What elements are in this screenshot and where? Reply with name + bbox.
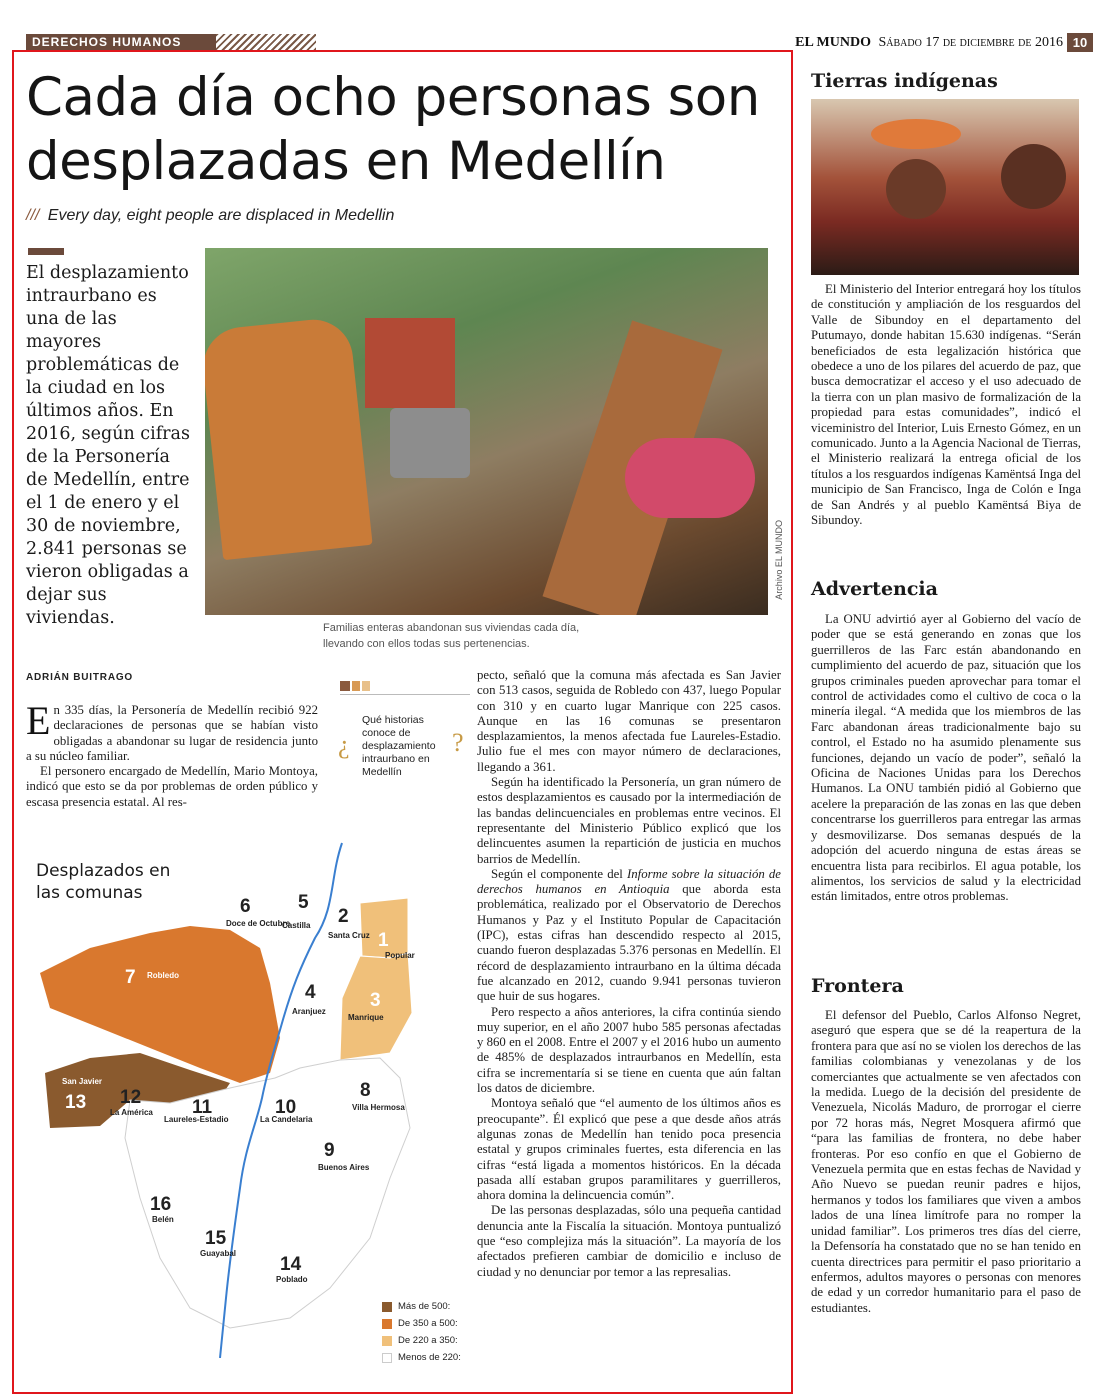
map-title-line-2: las comunas — [36, 883, 143, 903]
comuna-name-2: Santa Cruz — [328, 931, 370, 940]
sidebar-text-tierras: El Ministerio del Interior entregará hoy los títulos de constitución y ampliación de los resguardos del Valle de Sibundoy en el departamento del Putumayo, donde habitan 15.630 indígenas. “Serán beneficiados de esta legalización histórica que obedece a uno de los pilares del acuerdo de paz, que busca democratizar el acceso y el uso adecuado de la tierra con un plan masivo de formalización de la propiedad para estas comunidades”, indicó el viceministro del Interior, Luis Ernesto Gómez, en un comunicado. Junto a la Agencia Nacional de Tierras, el Ministerio realizará la entrega oficial de los títulos a los resguardos indígenas Kamëntsá Inga del municipio de San Francisco, Inga de Colón e Inga de San Andrés y al pueblo Kamëntsá Biya de Sibundoy. — [811, 282, 1081, 528]
comuna-number-13: 13 — [65, 1092, 87, 1113]
paper-name: EL MUNDO — [795, 35, 871, 50]
comuna-number-7: 7 — [125, 967, 136, 988]
comuna-number-8: 8 — [360, 1080, 371, 1101]
comuna-name-10: La Candelaria — [260, 1115, 313, 1124]
article-photo — [205, 248, 768, 615]
question-box-rule — [340, 694, 470, 695]
lead-paragraph: El desplazamiento intraurbano es una de las mayores problemáticas de la ciudad en los últimos años. En 2016, según cifras de la Personería de Medellín, entre el 1 de enero y el 30 de noviembre, 2.841 personas se vieron obligadas a dejar sus viviendas. — [26, 263, 190, 628]
paragraph: De las personas desplazadas, sólo una pequeña cantidad denuncia ante la Fiscalía la situación. Montoya puntualizó que “eso complejiza más la situación”. La mayoría de los afectados prefieren cambiar de domicilio e incluso de ciudad y no denunciar por temor a las represalias. — [477, 1203, 781, 1279]
legend-row: De 220 a 350: — [382, 1332, 461, 1349]
article-column-1 — [26, 698, 318, 810]
comuna-number-12: 12 — [120, 1087, 142, 1108]
legend-swatch — [382, 1353, 392, 1363]
comuna-number-1: 1 — [378, 930, 389, 951]
map-title-line-1: Desplazados en — [36, 861, 171, 881]
comuna-number-15: 15 — [205, 1228, 227, 1249]
legend-row: Más de 500: — [382, 1298, 461, 1315]
question-box-icon — [340, 681, 370, 691]
masthead — [795, 35, 1063, 51]
map-legend — [382, 1298, 461, 1366]
comuna-number-5: 5 — [298, 892, 309, 913]
comuna-number-9: 9 — [324, 1140, 335, 1161]
sidebar-heading-advertencia: Advertencia — [811, 578, 938, 600]
sidebar-text-advertencia: La ONU advirtió ayer al Gobierno del vacío de poder que se está generando en zonas que los guerrilleros de las Farc están abandonando en cumplimiento del acuerdo de paz, situación que los grupos criminales pueden aprovechar para tomar el control de actividades como el cultivo de coca o la minería ilegal. “A medida que los miembros de las Farc abandonan áreas tradicionalmente bajo su control, el Estado no ha asumido plenamente sus funciones, dejando un vacío de poder”, señaló la Oficina de Naciones Unidas para los Derechos Humanos. La ONU también pidió al Gobierno que acelere la preparación de las zonas en las que deben concentrarse los guerrilleros para entregar las armas y desmovilizarse. Dos semanas después de la adopción del acuerdo ninguna de estas áreas se encuentra lista para recibirlos. El agua potable, los alimentos, los servicios de salud y la electricidad están limitados, entre otros problemas. — [811, 612, 1081, 904]
comuna-name-4: Aranjuez — [292, 1007, 326, 1016]
comuna-name-3: Manrique — [348, 1013, 384, 1022]
paragraph: Pero respecto a años anteriores, la cifra continúa siendo muy superior, en el año 2007 hubo 585 personas afectadas y 860 en el 2008. Entre el 2007 y el 2016 hubo un aumento de 485% de desplazados intraurbanos en Medellín, esta cifra se incrementaría si se tiene en cuenta que aún faltan los datos de diciembre. — [477, 1004, 781, 1096]
photo-tv — [390, 408, 470, 478]
comuna-name-14: Poblado — [276, 1275, 308, 1284]
article-column-2 — [477, 668, 781, 1280]
comuna-name-15: Guayabal — [200, 1249, 237, 1258]
paragraph: En 335 días, la Personería de Medellín recibió 922 declaraciones de personas que se habían visto obligadas a abandonar su lugar de residencia junto a su núcleo familiar. — [26, 698, 318, 763]
legend-swatch — [382, 1302, 392, 1312]
sidebar-heading-tierras: Tierras indígenas — [811, 70, 998, 92]
comuna-name-13: San Javier — [62, 1077, 103, 1086]
section-tag: DERECHOS HUMANOS — [26, 34, 216, 51]
photo-fabric — [625, 438, 755, 518]
paragraph: Montoya señaló que “el aumento de los últimos años es preocupante”. Él explicó que pese a que desde años atrás algunas zonas de Medellín han tenido poca presencia estatal y grupos criminales fuertes, esta diferencia en las cifras “está ligada a momentos históricos. En la década pasada allí estaban grupos paramilitares y guerrilleros, ahora domina la delincuencia común”. — [477, 1096, 781, 1203]
comuna-name-7: Robledo — [147, 971, 179, 980]
comuna-name-1: Popular — [385, 951, 415, 960]
photo-caption: Familias enteras abandonan sus viviendas cada día, llevando con ellos todas sus pertenencias. — [323, 622, 580, 650]
comuna-number-6: 6 — [240, 896, 251, 917]
paragraph: El personero encargado de Medellín, Mario Montoya, indicó que esto se da por problemas de orden público y escasa presencia estatal. Al res- — [26, 764, 318, 809]
question-close-mark: ? — [452, 728, 464, 757]
paragraph: Según ha identificado la Personería, un gran número de estos desplazamientos es causado por la intermediación de las bandas delincuenciales en problemas entre vecinos. El representante del Ministerio Público explicó que los delincuentes asumen la repartición de justicia en muchos barrios de Medellín. — [477, 775, 781, 866]
reader-question[interactable]: Qué historias conoce de desplazamiento intraurbano en Medellín — [362, 714, 436, 778]
photo-credit: Archivo EL MUNDO — [774, 520, 784, 600]
comuna-number-3: 3 — [370, 990, 381, 1011]
photo-person — [886, 159, 946, 219]
comuna-number-10: 10 — [275, 1097, 297, 1118]
drop-cap: E — [26, 698, 51, 743]
paragraph: pecto, señaló que la comuna más afectada es San Javier con 513 casos, seguida de Robledo con 437, luego Popular con 310 y en cuarto lugar Manrique con 225 casos. Aunque en las 16 comunas se presentaron desplazamientos, la menos afectada fue Laureles-Estadio. Julio fue el mes con mayor número de declaraciones, llegando a 361. — [477, 668, 781, 774]
map-title — [36, 860, 170, 904]
sidebar-heading-frontera: Frontera — [811, 975, 904, 997]
comuna-name-5: Castilla — [282, 921, 311, 930]
issue-date: Sábado 17 de diciembre de 2016 — [878, 35, 1063, 50]
photo-hat — [871, 119, 961, 149]
comuna-name-12: La América — [110, 1108, 153, 1117]
byline: ADRIÁN BUITRAGO — [26, 672, 133, 683]
lead-bar — [28, 248, 64, 255]
comuna-name-9: Buenos Aires — [318, 1163, 370, 1172]
comuna-number-4: 4 — [305, 982, 316, 1003]
photo-headboard — [205, 316, 373, 560]
comunas-map — [30, 838, 480, 1358]
page-number: 10 — [1067, 33, 1093, 52]
report-title: Informe sobre la situación de derechos humanos en Antioquia — [477, 866, 781, 897]
sidebar-photo — [811, 99, 1079, 275]
question-open-mark: ¿ — [338, 730, 350, 759]
legend-row: Menos de 220: — [382, 1349, 461, 1366]
subhead-text: Every day, eight people are displaced in Medellin — [47, 207, 395, 224]
legend-row: De 350 a 500: — [382, 1315, 461, 1332]
subhead-marks: /// — [26, 207, 40, 224]
legend-swatch — [382, 1336, 392, 1346]
comuna-number-11: 11 — [192, 1097, 213, 1118]
comuna-name-16: Belén — [152, 1215, 174, 1224]
map-region-robledo — [40, 926, 280, 1083]
comuna-number-2: 2 — [338, 906, 349, 927]
photo-cabinet — [365, 318, 455, 408]
paragraph: Según el componente del Informe sobre la situación de derechos humanos en Antioquia que aborda esta problemática, realizado por el Observatorio de Derechos Humanos y Paz y el Instituto Popular de Capacitación (IPC), estas cifras han descendido respecto al 2015, cuando fueron desplazadas 5.376 personas en Medellín. El récord de desplazamiento intraurbano en la última década fue alcanzado en 2012, cuando 9.941 personas tuvieron que huir de sus hogares. — [477, 866, 781, 1004]
comuna-name-6: Doce de Octubre — [226, 919, 291, 928]
comuna-number-14: 14 — [280, 1254, 302, 1275]
headline-line-2: desplazadas en Medellín — [26, 131, 666, 192]
comuna-name-11: Laureles-Estadio — [164, 1115, 229, 1124]
comuna-name-8: Villa Hermosa — [352, 1103, 405, 1112]
comuna-number-16: 16 — [150, 1194, 172, 1215]
headline — [26, 66, 786, 194]
legend-swatch — [382, 1319, 392, 1329]
sidebar-text-frontera: El defensor del Pueblo, Carlos Alfonso Negret, aseguró que espera que se dé la reapertura de la frontera para que así no se violen los derechos de las familias colombianas y venezolanas y de los comerciantes que actualmente se ven afectados con la medida. Luego de la decisión del presidente de Venezuela, Nicolás Maduro, de prorrogar el cierre por 72 horas más, Negret Mosquera afirmó que “para las familias de frontera, no debe haber fronteras. Por eso confío en que el Gobierno de Venezuela permita que en estas fechas de Navidad y Año Nuevo se puedan reunir padres e hijos, hermanos y todos los familiares que viven a ambos lados de una línea limítrofe para no romper la unidad familiar”. Los primeros tres días del cierre, la Defensoría ha constatado que no se han tenido en cuenta directrices para permitir el paso prioritario a enfermos, adultos mayores o personas con menores de edad y un corredor humanitario para el paso de estudiantes. — [811, 1008, 1081, 1315]
headline-line-1: Cada día ocho personas son — [26, 67, 760, 128]
section-hatch — [216, 34, 316, 51]
photo-person — [1001, 144, 1066, 209]
subheadline — [26, 207, 394, 225]
